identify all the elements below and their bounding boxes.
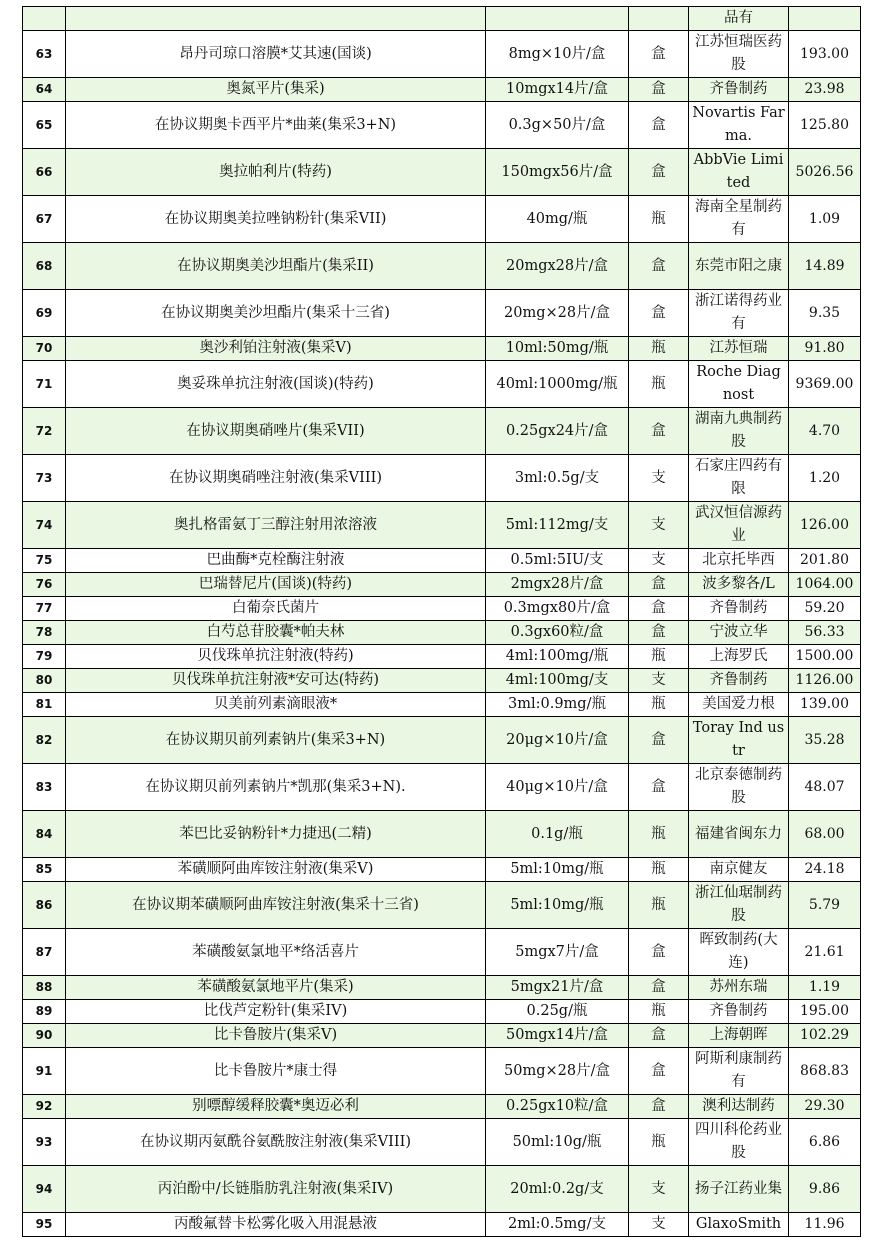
drug-spec: 50ml:10g/瓶 bbox=[486, 1119, 629, 1166]
manufacturer: 江苏恒瑞医药股 bbox=[689, 31, 789, 78]
drug-name: 在协议期奥美沙坦酯片(集采十三省) bbox=[66, 290, 486, 337]
drug-unit: 瓶 bbox=[629, 1000, 689, 1024]
manufacturer: 晖致制药(大连) bbox=[689, 929, 789, 976]
manufacturer: Roche Diagnost bbox=[689, 361, 789, 408]
row-number: 83 bbox=[23, 764, 66, 811]
unit-price: 102.29 bbox=[789, 1024, 861, 1048]
drug-spec: 20mg×28片/盒 bbox=[486, 290, 629, 337]
table-row bbox=[23, 764, 861, 811]
table-row bbox=[23, 693, 861, 717]
drug-name: 比卡鲁胺片(集采V) bbox=[66, 1024, 486, 1048]
table-row bbox=[23, 669, 861, 693]
unit-price bbox=[789, 7, 861, 31]
unit-price: 21.61 bbox=[789, 929, 861, 976]
drug-unit: 支 bbox=[629, 1213, 689, 1237]
manufacturer: 北京托毕西 bbox=[689, 549, 789, 573]
table-row bbox=[23, 290, 861, 337]
drug-name: 奥扎格雷氨丁三醇注射用浓溶液 bbox=[66, 502, 486, 549]
drug-name: 在协议期奥卡西平片*曲莱(集采3+N) bbox=[66, 102, 486, 149]
unit-price: 24.18 bbox=[789, 858, 861, 882]
manufacturer: 上海罗氏 bbox=[689, 645, 789, 669]
row-number bbox=[23, 7, 66, 31]
row-number: 67 bbox=[23, 196, 66, 243]
table-row bbox=[23, 337, 861, 361]
drug-unit: 瓶 bbox=[629, 361, 689, 408]
row-number: 80 bbox=[23, 669, 66, 693]
drug-spec: 0.25gx10粒/盒 bbox=[486, 1095, 629, 1119]
manufacturer: 福建省闽东力 bbox=[689, 811, 789, 858]
drug-spec: 40ml:1000mg/瓶 bbox=[486, 361, 629, 408]
manufacturer: Toray Ind ustr bbox=[689, 717, 789, 764]
row-number: 77 bbox=[23, 597, 66, 621]
drug-name: 贝伐珠单抗注射液*安可达(特药) bbox=[66, 669, 486, 693]
drug-spec: 150mgx56片/盒 bbox=[486, 149, 629, 196]
drug-spec: 5mgx21片/盒 bbox=[486, 976, 629, 1000]
unit-price: 193.00 bbox=[789, 31, 861, 78]
drug-name: 别嘌醇缓释胶囊*奥迈必利 bbox=[66, 1095, 486, 1119]
drug-name: 丙酸氟替卡松雾化吸入用混悬液 bbox=[66, 1213, 486, 1237]
drug-name: 在协议期奥美沙坦酯片(集采II) bbox=[66, 243, 486, 290]
drug-unit: 盒 bbox=[629, 31, 689, 78]
drug-name: 在协议期贝前列素钠片(集采3+N) bbox=[66, 717, 486, 764]
table-row bbox=[23, 811, 861, 858]
drug-name: 巴瑞替尼片(国谈)(特药) bbox=[66, 573, 486, 597]
row-number: 71 bbox=[23, 361, 66, 408]
unit-price: 9.86 bbox=[789, 1166, 861, 1213]
table-row bbox=[23, 573, 861, 597]
row-number: 63 bbox=[23, 31, 66, 78]
drug-unit: 支 bbox=[629, 502, 689, 549]
drug-name: 在协议期贝前列素钠片*凯那(集采3+N). bbox=[66, 764, 486, 811]
row-number: 92 bbox=[23, 1095, 66, 1119]
table-body bbox=[23, 7, 861, 1237]
unit-price: 1.20 bbox=[789, 455, 861, 502]
drug-unit: 盒 bbox=[629, 621, 689, 645]
drug-spec: 2ml:0.5mg/支 bbox=[486, 1213, 629, 1237]
row-number: 84 bbox=[23, 811, 66, 858]
table-row bbox=[23, 455, 861, 502]
manufacturer: 东莞市阳之康 bbox=[689, 243, 789, 290]
drug-unit: 瓶 bbox=[629, 858, 689, 882]
row-number: 88 bbox=[23, 976, 66, 1000]
unit-price: 59.20 bbox=[789, 597, 861, 621]
manufacturer: 北京泰德制药股 bbox=[689, 764, 789, 811]
drug-name: 在协议期丙氨酰谷氨酰胺注射液(集采VIII) bbox=[66, 1119, 486, 1166]
drug-name: 苯磺酸氨氯地平*络活喜片 bbox=[66, 929, 486, 976]
drug-unit: 盒 bbox=[629, 1095, 689, 1119]
unit-price: 139.00 bbox=[789, 693, 861, 717]
row-number: 82 bbox=[23, 717, 66, 764]
unit-price: 14.89 bbox=[789, 243, 861, 290]
row-number: 89 bbox=[23, 1000, 66, 1024]
unit-price: 195.00 bbox=[789, 1000, 861, 1024]
drug-spec: 10mgx14片/盒 bbox=[486, 78, 629, 102]
drug-unit: 盒 bbox=[629, 929, 689, 976]
drug-unit: 支 bbox=[629, 669, 689, 693]
row-number: 72 bbox=[23, 408, 66, 455]
drug-name: 在协议期苯磺顺阿曲库铵注射液(集采十三省) bbox=[66, 882, 486, 929]
drug-spec: 5ml:10mg/瓶 bbox=[486, 882, 629, 929]
unit-price: 11.96 bbox=[789, 1213, 861, 1237]
drug-unit: 盒 bbox=[629, 764, 689, 811]
table-row bbox=[23, 408, 861, 455]
table-row bbox=[23, 1095, 861, 1119]
drug-name: 苯磺顺阿曲库铵注射液(集采V) bbox=[66, 858, 486, 882]
table-row bbox=[23, 976, 861, 1000]
drug-name: 比卡鲁胺片*康士得 bbox=[66, 1048, 486, 1095]
drug-unit: 盒 bbox=[629, 408, 689, 455]
manufacturer: 品有 bbox=[689, 7, 789, 31]
manufacturer: 海南全星制药有 bbox=[689, 196, 789, 243]
unit-price: 4.70 bbox=[789, 408, 861, 455]
row-number: 91 bbox=[23, 1048, 66, 1095]
table-row bbox=[23, 78, 861, 102]
drug-name: 苯巴比妥钠粉针*力捷迅(二精) bbox=[66, 811, 486, 858]
row-number: 81 bbox=[23, 693, 66, 717]
drug-spec: 0.5ml:5IU/支 bbox=[486, 549, 629, 573]
drug-unit: 瓶 bbox=[629, 811, 689, 858]
drug-spec: 4ml:100mg/瓶 bbox=[486, 645, 629, 669]
drug-unit: 盒 bbox=[629, 78, 689, 102]
unit-price: 125.80 bbox=[789, 102, 861, 149]
table-row bbox=[23, 502, 861, 549]
drug-unit: 支 bbox=[629, 455, 689, 502]
drug-spec: 0.25g/瓶 bbox=[486, 1000, 629, 1024]
manufacturer: 波多黎各/L bbox=[689, 573, 789, 597]
table-row bbox=[23, 243, 861, 290]
unit-price: 68.00 bbox=[789, 811, 861, 858]
drug-spec: 0.3gx60粒/盒 bbox=[486, 621, 629, 645]
unit-price: 9369.00 bbox=[789, 361, 861, 408]
drug-spec: 5mgx7片/盒 bbox=[486, 929, 629, 976]
table-row bbox=[23, 1119, 861, 1166]
unit-price: 29.30 bbox=[789, 1095, 861, 1119]
drug-name: 白芍总苷胶囊*帕夫林 bbox=[66, 621, 486, 645]
unit-price: 5026.56 bbox=[789, 149, 861, 196]
table-row bbox=[23, 196, 861, 243]
unit-price: 1.09 bbox=[789, 196, 861, 243]
row-number: 66 bbox=[23, 149, 66, 196]
row-number: 69 bbox=[23, 290, 66, 337]
drug-unit: 瓶 bbox=[629, 882, 689, 929]
table-row-continuation bbox=[23, 7, 861, 31]
unit-price: 1.19 bbox=[789, 976, 861, 1000]
drug-unit: 盒 bbox=[629, 149, 689, 196]
drug-unit: 盒 bbox=[629, 102, 689, 149]
drug-unit: 瓶 bbox=[629, 1119, 689, 1166]
drug-spec: 5ml:112mg/支 bbox=[486, 502, 629, 549]
drug-unit: 支 bbox=[629, 1166, 689, 1213]
unit-price: 1126.00 bbox=[789, 669, 861, 693]
manufacturer: 齐鲁制药 bbox=[689, 597, 789, 621]
table-row bbox=[23, 102, 861, 149]
drug-name: 白葡奈氏菌片 bbox=[66, 597, 486, 621]
row-number: 76 bbox=[23, 573, 66, 597]
row-number: 90 bbox=[23, 1024, 66, 1048]
manufacturer: 宁波立华 bbox=[689, 621, 789, 645]
table-row bbox=[23, 597, 861, 621]
table-row bbox=[23, 621, 861, 645]
manufacturer: 四川科伦药业股 bbox=[689, 1119, 789, 1166]
row-number: 87 bbox=[23, 929, 66, 976]
manufacturer: 上海朝晖 bbox=[689, 1024, 789, 1048]
table-row bbox=[23, 1048, 861, 1095]
drug-name: 贝伐珠单抗注射液(特药) bbox=[66, 645, 486, 669]
row-number: 93 bbox=[23, 1119, 66, 1166]
drug-unit: 盒 bbox=[629, 1024, 689, 1048]
table-row bbox=[23, 717, 861, 764]
drug-spec: 3ml:0.5g/支 bbox=[486, 455, 629, 502]
table-row bbox=[23, 929, 861, 976]
drug-unit: 盒 bbox=[629, 1048, 689, 1095]
unit-price: 868.83 bbox=[789, 1048, 861, 1095]
row-number: 79 bbox=[23, 645, 66, 669]
row-number: 74 bbox=[23, 502, 66, 549]
manufacturer: 武汉恒信源药业 bbox=[689, 502, 789, 549]
drug-name: 奥妥珠单抗注射液(国谈)(特药) bbox=[66, 361, 486, 408]
unit-price: 201.80 bbox=[789, 549, 861, 573]
unit-price: 35.28 bbox=[789, 717, 861, 764]
drug-spec: 5ml:10mg/瓶 bbox=[486, 858, 629, 882]
drug-unit: 盒 bbox=[629, 290, 689, 337]
manufacturer: 南京健友 bbox=[689, 858, 789, 882]
unit-price: 6.86 bbox=[789, 1119, 861, 1166]
unit-price: 126.00 bbox=[789, 502, 861, 549]
drug-spec: 0.3g×50片/盒 bbox=[486, 102, 629, 149]
table-row bbox=[23, 1213, 861, 1237]
drug-spec: 20μg×10片/盒 bbox=[486, 717, 629, 764]
table-row bbox=[23, 645, 861, 669]
row-number: 64 bbox=[23, 78, 66, 102]
table-row bbox=[23, 882, 861, 929]
unit-price: 5.79 bbox=[789, 882, 861, 929]
unit-price: 23.98 bbox=[789, 78, 861, 102]
manufacturer: 扬子江药业集 bbox=[689, 1166, 789, 1213]
row-number: 94 bbox=[23, 1166, 66, 1213]
table-row bbox=[23, 549, 861, 573]
drug-spec: 20ml:0.2g/支 bbox=[486, 1166, 629, 1213]
table-row bbox=[23, 858, 861, 882]
drug-unit: 瓶 bbox=[629, 337, 689, 361]
drug-name: 在协议期奥硝唑注射液(集采VIII) bbox=[66, 455, 486, 502]
drug-spec: 20mgx28片/盒 bbox=[486, 243, 629, 290]
manufacturer: 苏州东瑞 bbox=[689, 976, 789, 1000]
manufacturer: 澳利达制药 bbox=[689, 1095, 789, 1119]
drug-unit: 盒 bbox=[629, 573, 689, 597]
manufacturer: Novartis Farma. bbox=[689, 102, 789, 149]
table-row bbox=[23, 1000, 861, 1024]
drug-unit: 瓶 bbox=[629, 645, 689, 669]
table-row bbox=[23, 149, 861, 196]
drug-spec: 10ml:50mg/瓶 bbox=[486, 337, 629, 361]
drug-name: 巴曲酶*克栓酶注射液 bbox=[66, 549, 486, 573]
manufacturer: 浙江仙琚制药股 bbox=[689, 882, 789, 929]
manufacturer: 浙江诺得药业有 bbox=[689, 290, 789, 337]
row-number: 70 bbox=[23, 337, 66, 361]
drug-name: 贝美前列素滴眼液* bbox=[66, 693, 486, 717]
manufacturer: 齐鲁制药 bbox=[689, 78, 789, 102]
drug-unit: 盒 bbox=[629, 976, 689, 1000]
unit-price: 56.33 bbox=[789, 621, 861, 645]
drug-spec: 0.25gx24片/盒 bbox=[486, 408, 629, 455]
drug-name: 在协议期奥美拉唑钠粉针(集采VII) bbox=[66, 196, 486, 243]
row-number: 95 bbox=[23, 1213, 66, 1237]
drug-spec: 50mg×28片/盒 bbox=[486, 1048, 629, 1095]
unit-price: 91.80 bbox=[789, 337, 861, 361]
drug-unit: 盒 bbox=[629, 243, 689, 290]
manufacturer: 美国爱力根 bbox=[689, 693, 789, 717]
row-number: 85 bbox=[23, 858, 66, 882]
manufacturer: AbbVie Limited bbox=[689, 149, 789, 196]
unit-price: 1064.00 bbox=[789, 573, 861, 597]
drug-unit: 盒 bbox=[629, 597, 689, 621]
drug-spec: 0.3mgx80片/盒 bbox=[486, 597, 629, 621]
table-row bbox=[23, 31, 861, 78]
unit-price: 9.35 bbox=[789, 290, 861, 337]
drug-name: 比伐芦定粉针(集采IV) bbox=[66, 1000, 486, 1024]
manufacturer: 湖南九典制药股 bbox=[689, 408, 789, 455]
row-number: 68 bbox=[23, 243, 66, 290]
drug-name: 在协议期奥硝唑片(集采VII) bbox=[66, 408, 486, 455]
row-number: 65 bbox=[23, 102, 66, 149]
drug-spec: 3ml:0.9mg/瓶 bbox=[486, 693, 629, 717]
manufacturer: GlaxoSmith bbox=[689, 1213, 789, 1237]
drug-spec: 4ml:100mg/支 bbox=[486, 669, 629, 693]
row-number: 73 bbox=[23, 455, 66, 502]
drug-name: 丙泊酚中/长链脂肪乳注射液(集采IV) bbox=[66, 1166, 486, 1213]
drug-spec: 2mgx28片/盒 bbox=[486, 573, 629, 597]
unit-price: 1500.00 bbox=[789, 645, 861, 669]
drug-spec: 40μg×10片/盒 bbox=[486, 764, 629, 811]
manufacturer: 齐鲁制药 bbox=[689, 1000, 789, 1024]
unit-price: 48.07 bbox=[789, 764, 861, 811]
manufacturer: 齐鲁制药 bbox=[689, 669, 789, 693]
drug-unit: 盒 bbox=[629, 717, 689, 764]
drug-unit: 瓶 bbox=[629, 196, 689, 243]
drug-name bbox=[66, 7, 486, 31]
drug-spec: 50mgx14片/盒 bbox=[486, 1024, 629, 1048]
drug-spec: 8mg×10片/盒 bbox=[486, 31, 629, 78]
drug-name: 苯磺酸氨氯地平片(集采) bbox=[66, 976, 486, 1000]
manufacturer: 石家庄四药有限 bbox=[689, 455, 789, 502]
drug-name: 奥氮平片(集采) bbox=[66, 78, 486, 102]
drug-spec: 40mg/瓶 bbox=[486, 196, 629, 243]
drug-unit: 支 bbox=[629, 549, 689, 573]
drug-spec: 0.1g/瓶 bbox=[486, 811, 629, 858]
row-number: 75 bbox=[23, 549, 66, 573]
row-number: 78 bbox=[23, 621, 66, 645]
manufacturer: 江苏恒瑞 bbox=[689, 337, 789, 361]
table-row bbox=[23, 1024, 861, 1048]
drug-spec bbox=[486, 7, 629, 31]
drug-name: 奥拉帕利片(特药) bbox=[66, 149, 486, 196]
table-row bbox=[23, 361, 861, 408]
drug-name: 昂丹司琼口溶膜*艾其速(国谈) bbox=[66, 31, 486, 78]
row-number: 86 bbox=[23, 882, 66, 929]
drug-price-table bbox=[22, 6, 861, 1237]
drug-unit: 瓶 bbox=[629, 693, 689, 717]
drug-unit bbox=[629, 7, 689, 31]
table-row bbox=[23, 1166, 861, 1213]
manufacturer: 阿斯利康制药有 bbox=[689, 1048, 789, 1095]
drug-name: 奥沙利铂注射液(集采V) bbox=[66, 337, 486, 361]
